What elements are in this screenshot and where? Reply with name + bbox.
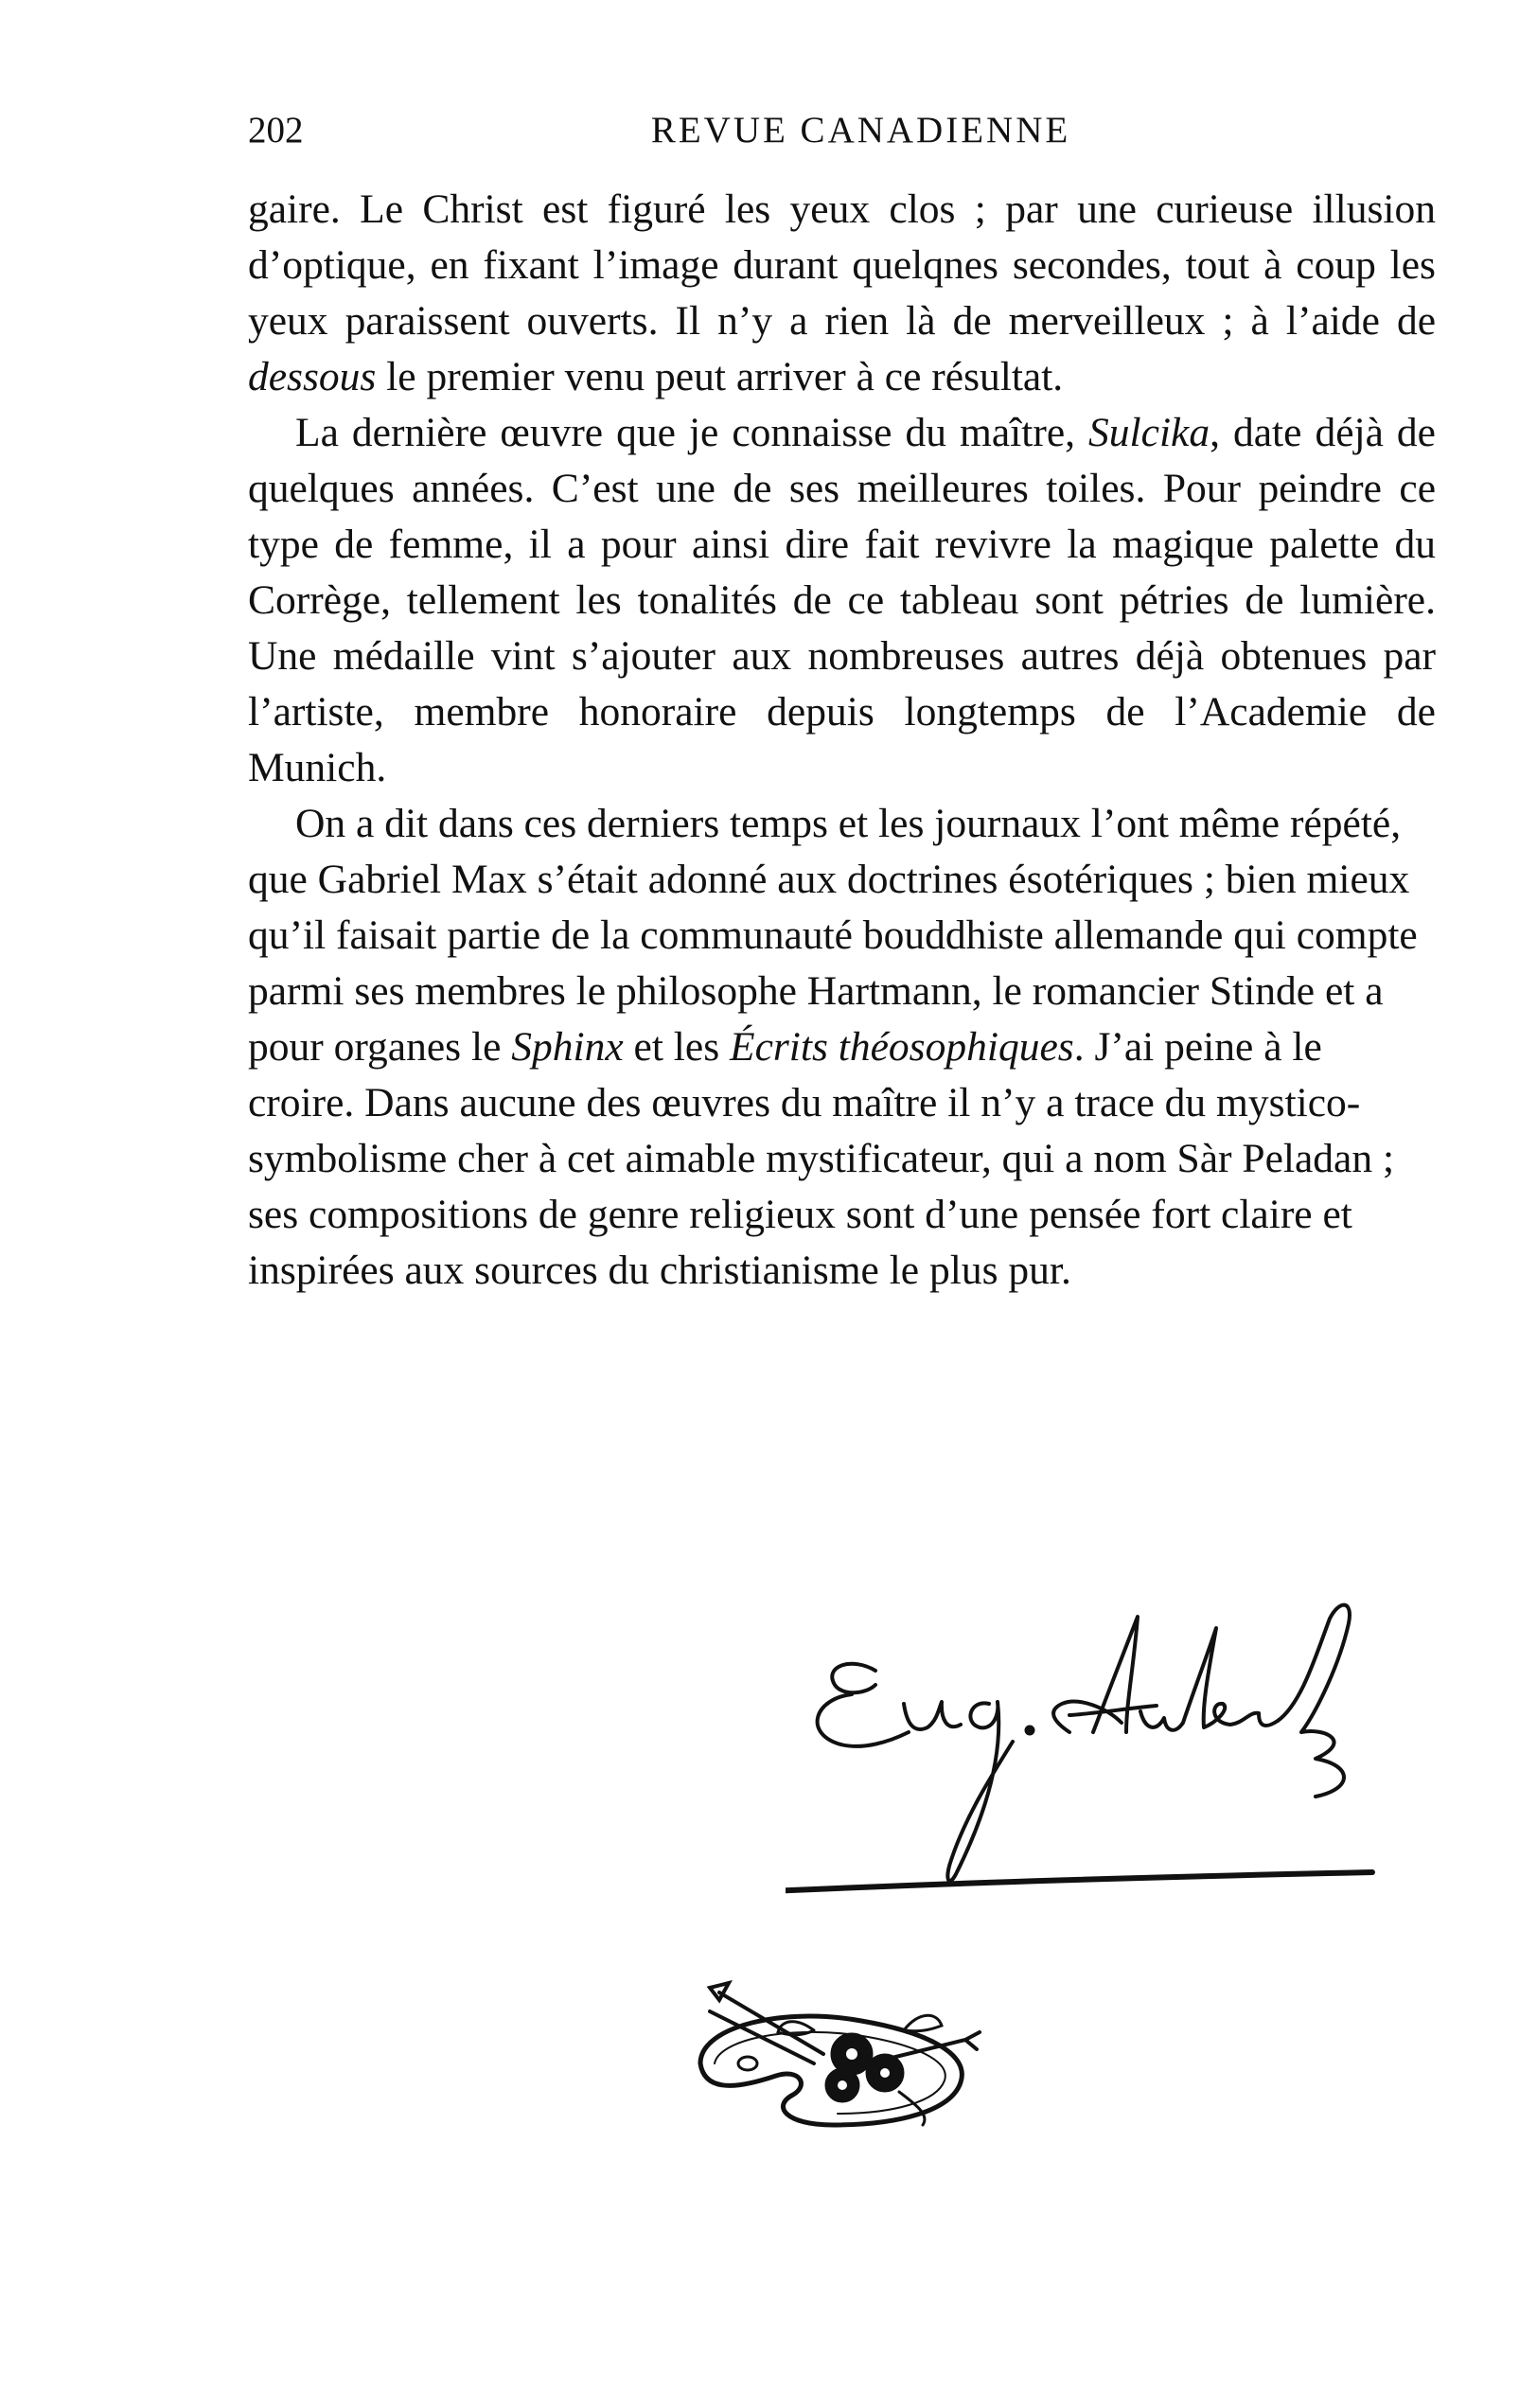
text-segment: On a dit dans ces derniers temps et les journaux l’ont même répété, que Gabriel Max s’était adonné aux doctrines ésotériques ; bien mieux qu’il faisait partie de la communauté bouddhiste allemande qui compte parmi ses membres le philosophe Hartmann, le romancier Stinde et a pour organes le bbox=[248, 801, 1418, 1070]
paragraph-3 bbox=[248, 796, 1436, 1299]
italic-segment: dessous bbox=[248, 354, 377, 399]
page-number: 202 bbox=[248, 110, 304, 150]
text-segment: La dernière œuvre que je connaisse du maître, bbox=[295, 410, 1089, 455]
running-head bbox=[248, 102, 1436, 159]
paragraph-2 bbox=[248, 405, 1436, 796]
italic-segment: Sulcika bbox=[1088, 410, 1210, 455]
paragraph-1 bbox=[248, 182, 1436, 405]
text-segment: gaire. Le Christ est figuré les yeux clos ; par une curieuse illusion d’optique, en fixant l’image durant quelqnes secondes, tout à coup les yeux paraissent ouverts. Il n’y a rien là de merveilleux ; à l’aide de bbox=[248, 186, 1436, 344]
palette-vignette bbox=[681, 1974, 984, 2134]
running-title: REVUE CANADIENNE bbox=[650, 110, 1071, 150]
handwritten-signature bbox=[786, 1590, 1448, 1921]
italic-segment: Sphinx bbox=[511, 1024, 624, 1070]
text-segment: . J’ai peine à le croire. Dans aucune des œuvres du maître il n’y a trace du mystico-symbolisme cher à cet aimable mystificateur, qui a nom Sàr Peladan ; ses compositions de genre religieux sont d’une pensée fort claire et inspirées aux sources du christianisme le plus pur. bbox=[248, 1024, 1395, 1293]
text-segment: le premier venu peut arriver à ce résultat. bbox=[376, 354, 1064, 399]
text-segment: et les bbox=[623, 1024, 730, 1070]
body-text bbox=[248, 182, 1436, 1299]
italic-segment: Écrits théosophiques bbox=[730, 1024, 1074, 1070]
text-segment: , date déjà de quelques années. C’est une de ses meilleures toiles. Pour peindre ce type de femme, il a pour ainsi dire fait revivre la magique palette du Corrège, tellement les tonalités de ce tableau sont pétries de lumière. Une médaille vint s’ajouter aux nombreuses autres déjà obtenues par l’artiste, membre honoraire depuis longtemps de l’Academie de Munich. bbox=[248, 410, 1436, 790]
